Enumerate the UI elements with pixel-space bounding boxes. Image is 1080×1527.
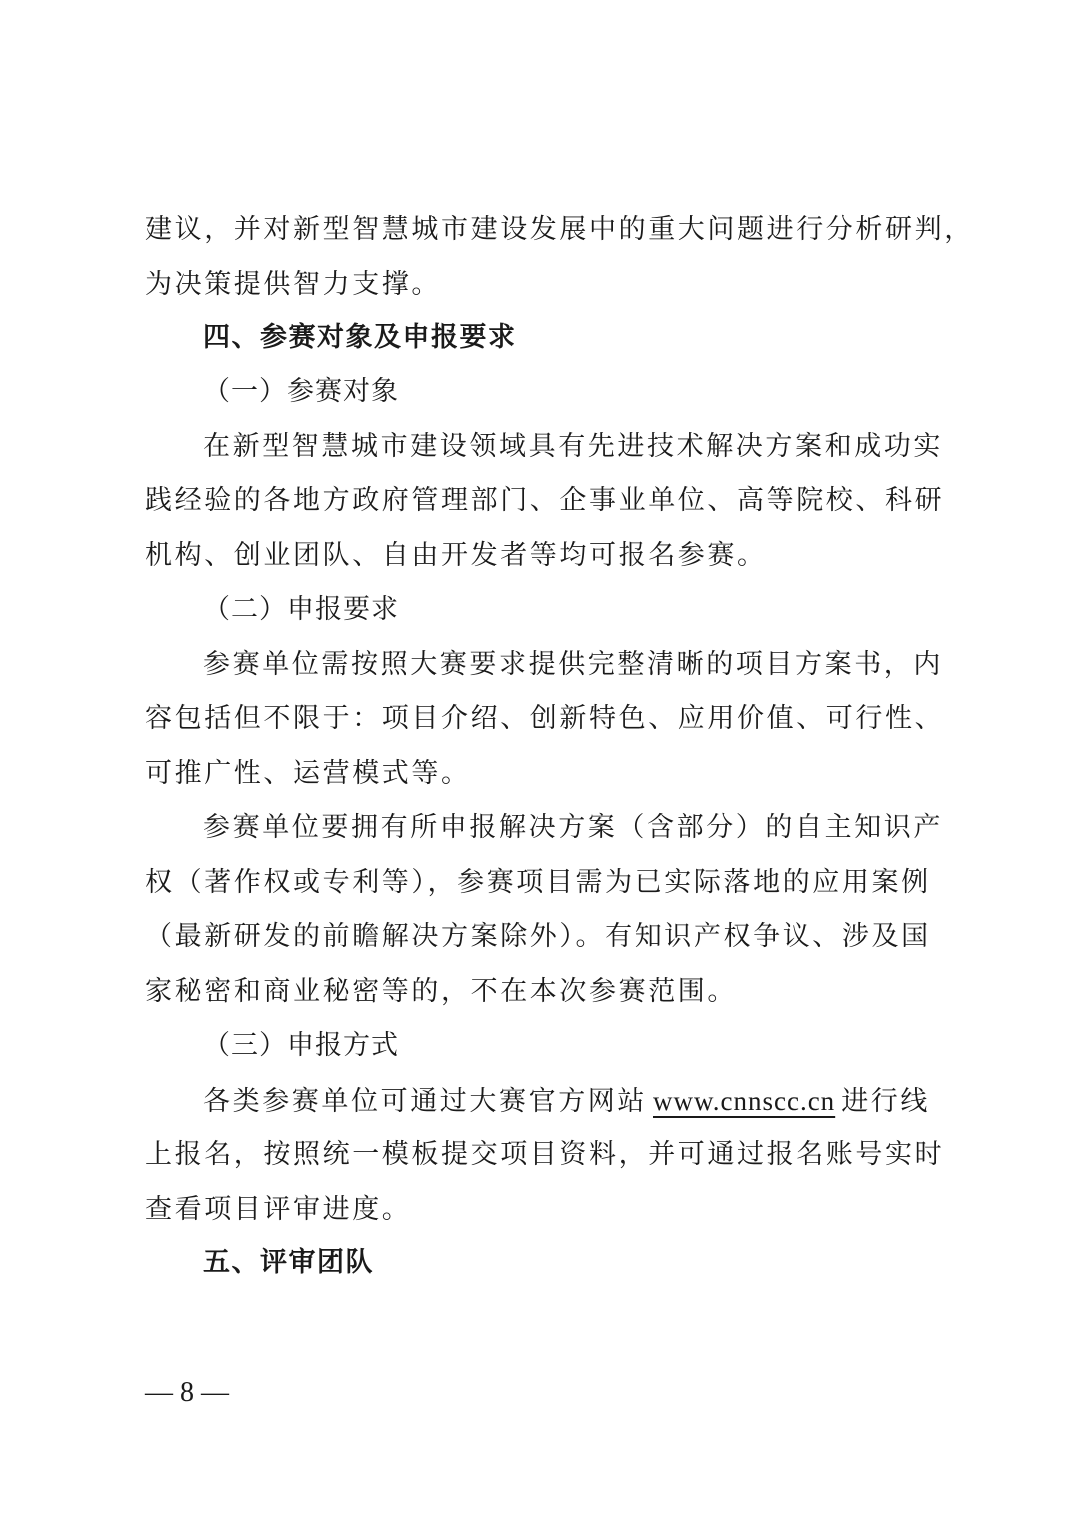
body-line: 参赛单位需按照大赛要求提供完整清晰的项目方案书，内 [203, 649, 943, 680]
body-line: 查看项目评审进度。 [145, 1194, 412, 1225]
body-line: 可推广性、运营模式等。 [145, 758, 471, 789]
body-line: 权（著作权或专利等），参赛项目需为已实际落地的应用案例 [145, 867, 931, 898]
body-line: 上报名，按照统一模板提交项目资料，并可通过报名账号实时 [145, 1139, 945, 1170]
body-line: 家秘密和商业秘密等的，不在本次参赛范围。 [145, 976, 737, 1007]
body-line: 践经验的各地方政府管理部门、企事业单位、高等院校、科研 [145, 485, 945, 516]
url-suffix-text: 进行线 [841, 1086, 930, 1117]
subsection-heading-2: （二）申报要求 [203, 594, 399, 625]
section-heading-5: 五、评审团队 [203, 1247, 374, 1278]
body-line: 参赛单位要拥有所申报解决方案（含部分）的自主知识产 [203, 812, 943, 843]
body-line: 建议，并对新型智慧城市建设发展中的重大问题进行分析研判， [145, 214, 974, 245]
page-number: — 8 — [145, 1377, 229, 1408]
url-prefix-text: 各类参赛单位可通过大赛官方网站 [203, 1086, 647, 1117]
body-line: 容包括但不限于：项目介绍、创新特色、应用价值、可行性、 [145, 703, 945, 734]
website-link[interactable]: www.cnnscc.cn [653, 1086, 836, 1116]
body-line: 在新型智慧城市建设领域具有先进技术解决方案和成功实 [203, 431, 943, 462]
body-line: 机构、创业团队、自由开发者等均可报名参赛。 [145, 540, 767, 571]
body-line-with-url [203, 1081, 945, 1122]
body-line: （最新研发的前瞻解决方案除外）。有知识产权争议、涉及国 [145, 921, 931, 952]
section-heading-4: 四、参赛对象及申报要求 [203, 322, 517, 353]
subsection-heading-3: （三）申报方式 [203, 1030, 399, 1061]
subsection-heading-1: （一）参赛对象 [203, 376, 399, 407]
body-line: 为决策提供智力支撑。 [145, 269, 441, 300]
